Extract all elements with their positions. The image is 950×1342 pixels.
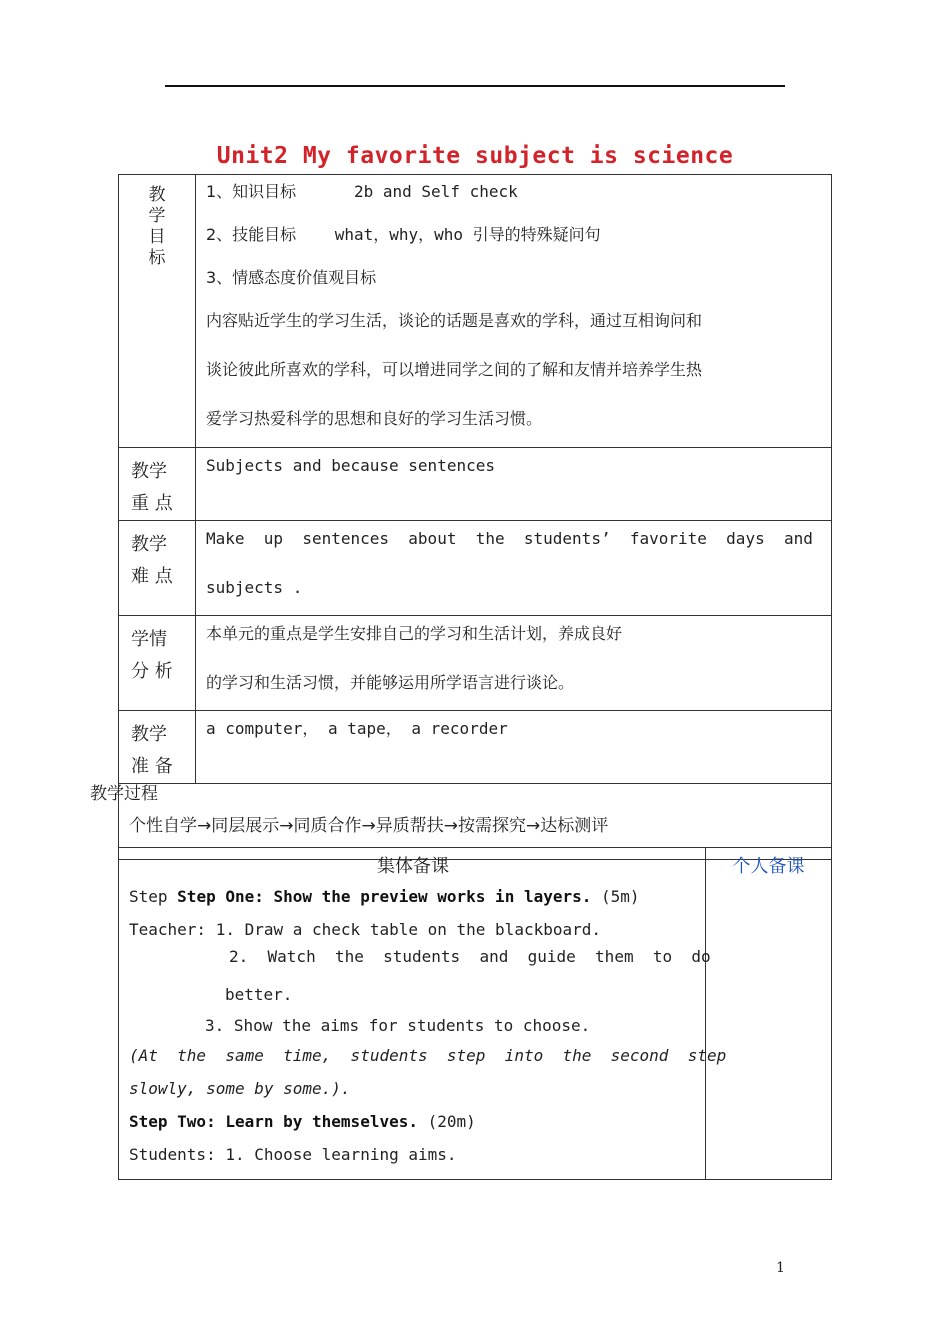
- row-preparation: [119, 711, 832, 784]
- goal-attitude-label: 3、情感态度价值观目标: [206, 268, 377, 287]
- goal-paragraph-1: 内容贴近学生的学习生活，谈论的话题是喜欢的学科，通过互相询问和: [206, 311, 703, 330]
- collective-plan-header: 集体备课: [377, 856, 449, 877]
- label-cell: [119, 711, 196, 784]
- page-number: 1: [776, 1260, 785, 1276]
- teacher-line-2b: better.: [225, 985, 293, 1004]
- document-title: Unit2 My favorite subject is science: [216, 143, 734, 169]
- goal-skill-label: 2、技能目标: [206, 225, 297, 244]
- analysis-label-1: 学情: [131, 629, 167, 650]
- header-rule: [165, 85, 785, 87]
- teacher-line-1: Teacher: 1. Draw a check table on the blackboard.: [129, 920, 602, 939]
- plan-row: [119, 848, 832, 1180]
- analysis-content: [196, 616, 832, 711]
- row-key-points: [119, 448, 832, 521]
- students-line-1: Students: 1. Choose learning aims.: [129, 1145, 457, 1164]
- difficulties-line-2: subjects .: [206, 578, 303, 597]
- difficulties-line-1: Make up sentences about the students’ favorite days and: [206, 529, 813, 548]
- analysis-label-2: 分 析: [131, 661, 173, 682]
- lesson-plan-table: [118, 174, 832, 860]
- difficulties-content: [196, 521, 832, 616]
- key-points-label-2: 重 点: [131, 493, 173, 514]
- italic-line-1: (At the same time, students step into the second step: [129, 1046, 727, 1065]
- preparation-label-2: 准 备: [131, 756, 173, 777]
- teacher-line-2a: 2. Watch the students and guide them to do: [229, 947, 711, 966]
- class-plan-table: [118, 847, 832, 1180]
- label-cell: [119, 521, 196, 616]
- process-label: 教学过程: [90, 784, 158, 804]
- analysis-line-1: 本单元的重点是学生安排自己的学习和生活计划，养成良好: [206, 624, 623, 643]
- preparation-text: a computer， a tape， a recorder: [206, 719, 508, 738]
- goal-knowledge-value: 2b and Self check: [353, 182, 518, 201]
- label-cell: [119, 175, 196, 448]
- row-teaching-goals: [119, 175, 832, 448]
- analysis-line-2: 的学习和生活习惯，并能够运用所学语言进行谈论。: [206, 673, 575, 692]
- label-cell: [119, 616, 196, 711]
- preparation-content: [196, 711, 832, 784]
- goal-paragraph-3: 爱学习热爱科学的思想和良好的学习生活习惯。: [206, 409, 543, 428]
- personal-plan-header: 个人备课: [732, 856, 805, 877]
- goals-content: [196, 175, 832, 448]
- goals-label: 教学目标: [148, 185, 166, 268]
- goal-skill-value: what，why，who 引导的特殊疑问句: [334, 225, 601, 244]
- step-one-prefix: Step: [129, 887, 168, 906]
- italic-line-2: slowly, some by some.).: [129, 1079, 351, 1098]
- key-points-content: [196, 448, 832, 521]
- personal-plan-cell: [706, 848, 832, 1180]
- preparation-label-1: 教学: [131, 724, 167, 745]
- step-one-title: Step One: Show the preview works in layers.: [177, 887, 592, 906]
- process-text: 个性自学→同层展示→同质合作→异质帮扶→按需探究→达标测评: [129, 816, 609, 836]
- step-two-title: Step Two: Learn by themselves.: [129, 1112, 418, 1131]
- teacher-line-3: 3. Show the aims for students to choose.: [205, 1016, 591, 1035]
- difficulties-label-1: 教学: [131, 534, 167, 555]
- goal-knowledge-label: 1、知识目标: [206, 182, 297, 201]
- collective-plan-cell: [119, 848, 727, 1180]
- label-cell: [119, 448, 196, 521]
- key-points-label-1: 教学: [131, 461, 167, 482]
- row-difficulties: [119, 521, 832, 616]
- step-two-time: (20m): [427, 1112, 476, 1131]
- goal-paragraph-2: 谈论彼此所喜欢的学科，可以增进同学之间的了解和友情并培养学生热: [206, 360, 703, 379]
- row-analysis: [119, 616, 832, 711]
- step-one-time: (5m): [601, 887, 640, 906]
- key-points-text: Subjects and because sentences: [206, 456, 495, 475]
- difficulties-label-2: 难 点: [131, 566, 173, 587]
